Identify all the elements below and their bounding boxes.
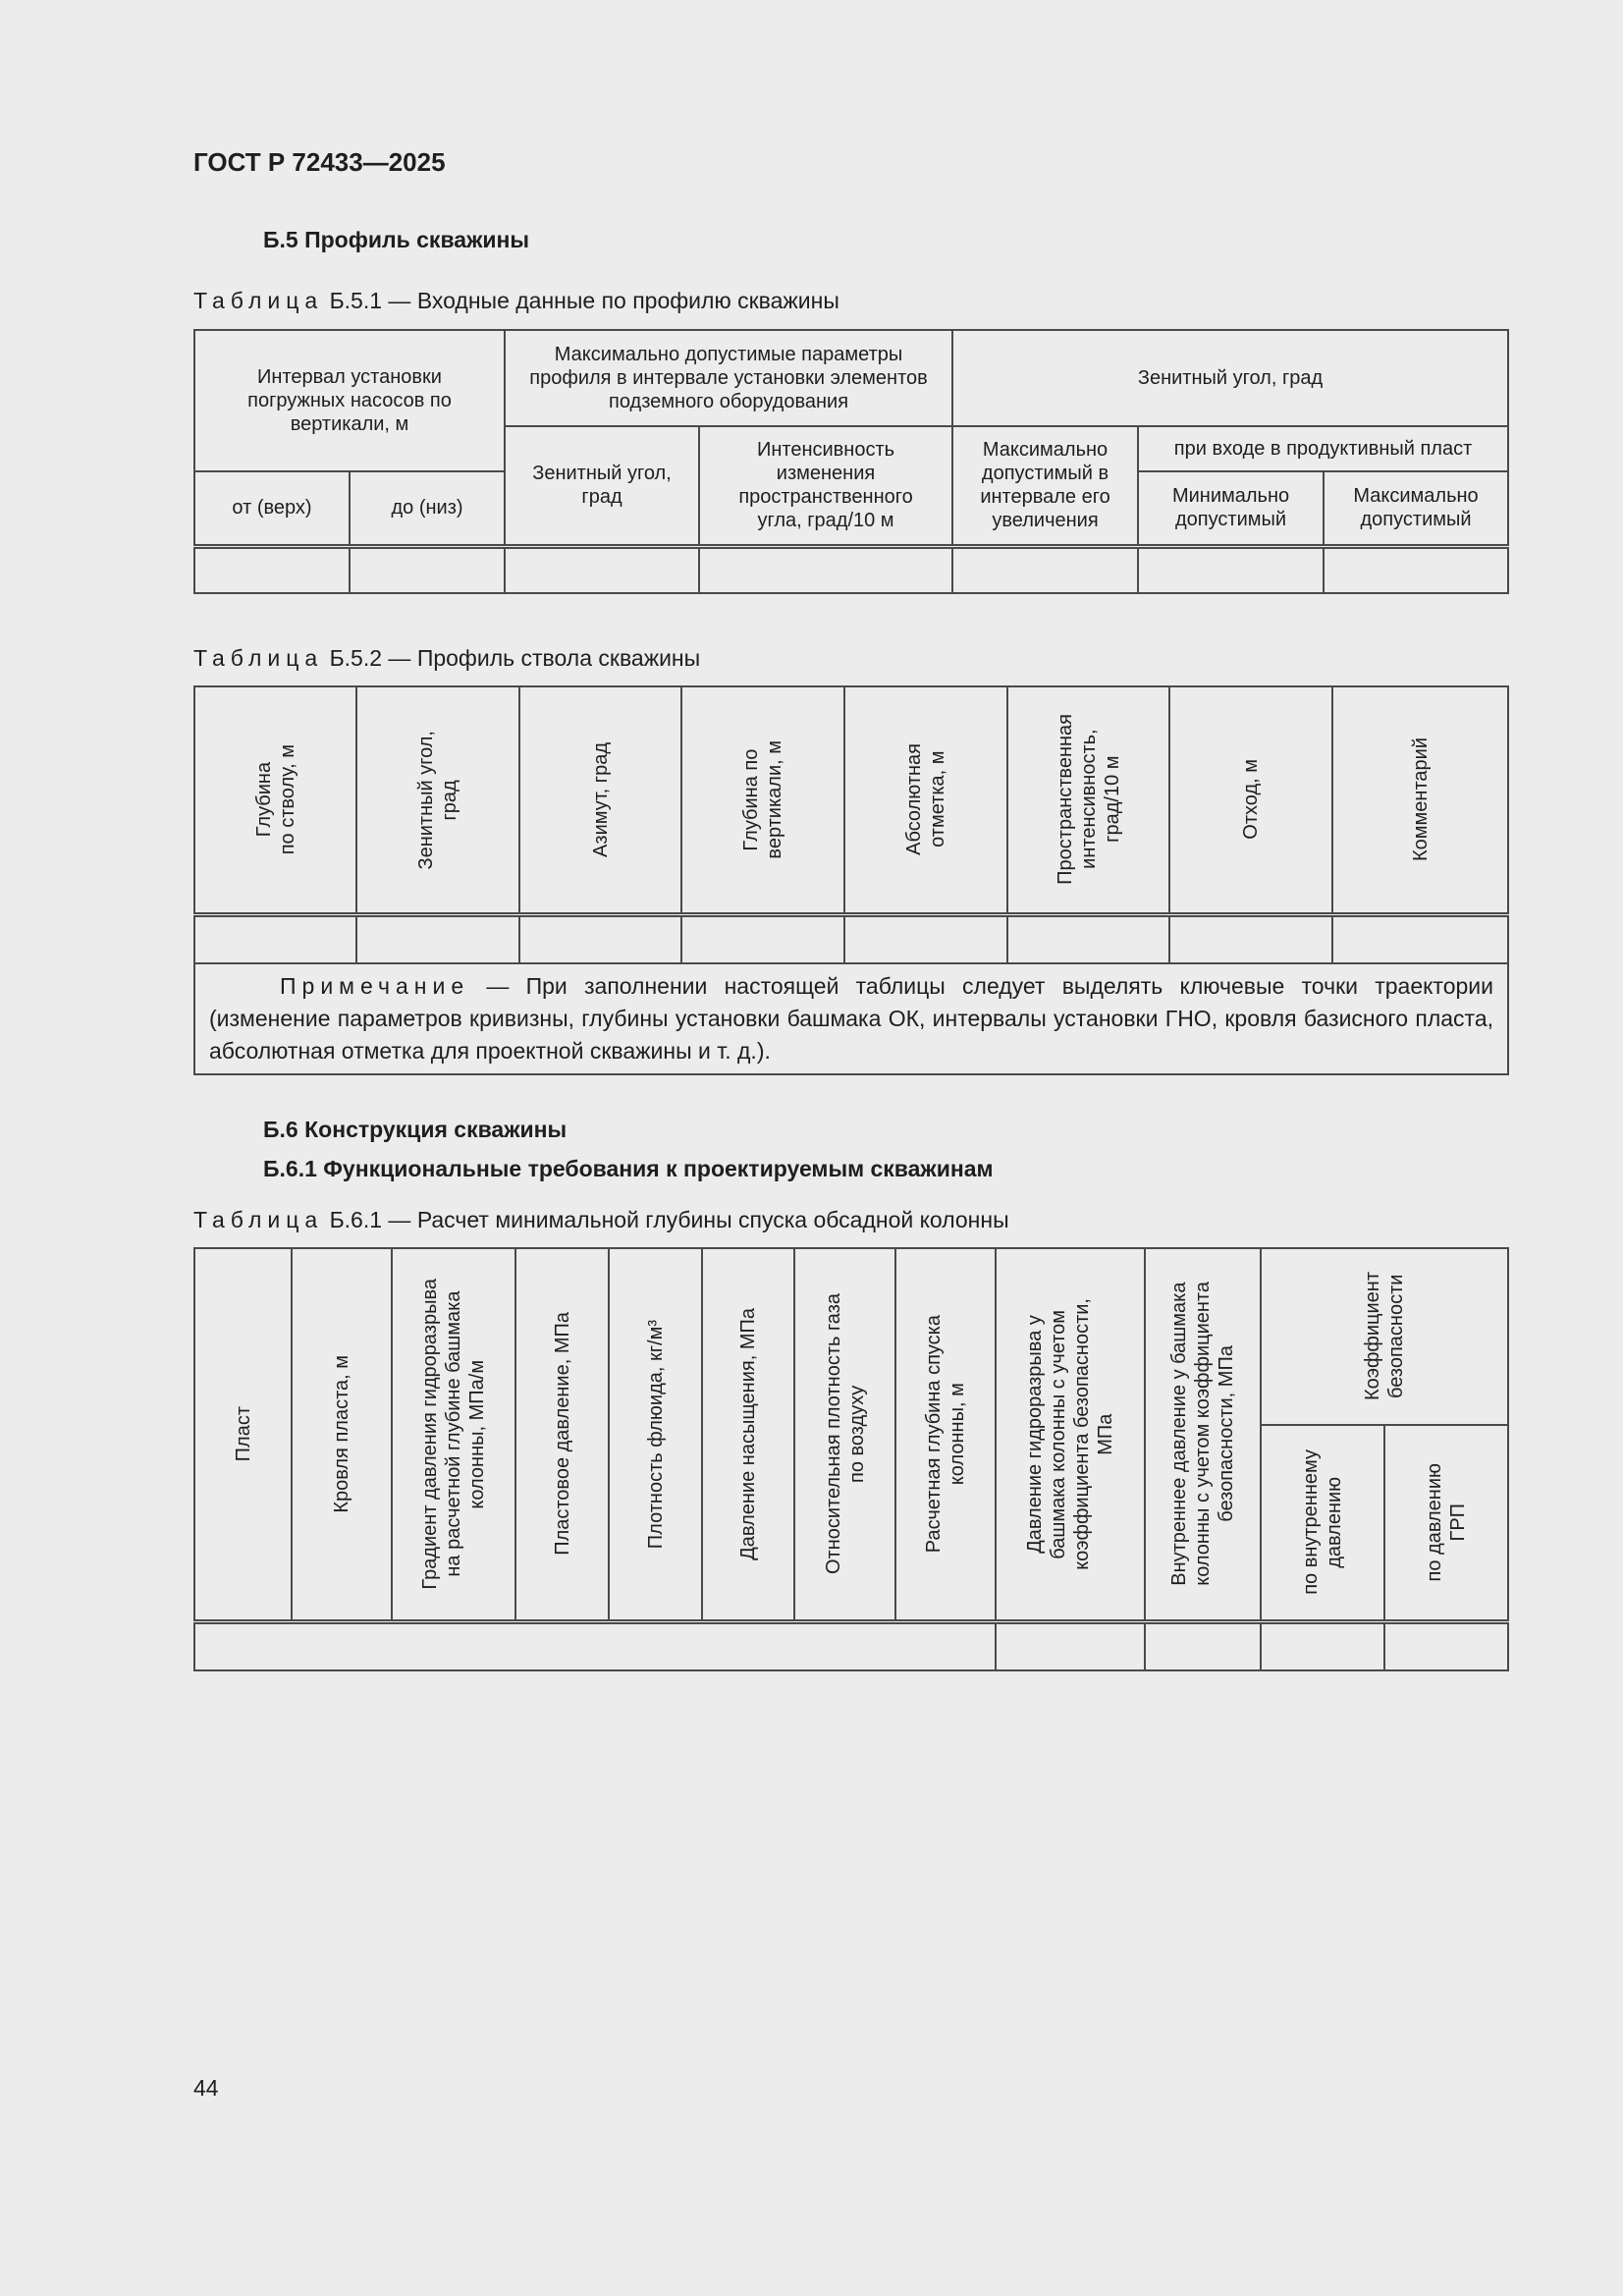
- column-header: Давление насыщения, МПа: [702, 1248, 794, 1621]
- column-header: Зенитный угол, град: [356, 686, 519, 914]
- table-cell: [1324, 546, 1508, 593]
- section-subtitle-b61: Б.6.1 Функциональные требования к проектируемым скважинам: [263, 1156, 994, 1181]
- caption-word: Таблица: [193, 288, 324, 313]
- caption-word: Таблица: [193, 1207, 324, 1232]
- column-header: по внутреннему давлению: [1261, 1425, 1384, 1621]
- table-cell: [952, 546, 1138, 593]
- page-number: 44: [193, 2075, 219, 2101]
- column-header: Пласт: [194, 1248, 292, 1621]
- section-title-b5: Б.5 Профиль скважины: [263, 227, 530, 252]
- column-header: Комментарий: [1332, 686, 1508, 914]
- table-cell: [1145, 1621, 1261, 1670]
- table-cell: [1332, 914, 1508, 963]
- table-cell: [1138, 546, 1324, 593]
- caption-text: Б.6.1 — Расчет минимальной глубины спуска обсадной колонны: [323, 1207, 1009, 1232]
- table-cell: [194, 914, 356, 963]
- header-max: Максимально допустимый: [1324, 471, 1508, 546]
- table-b51: [193, 329, 1509, 594]
- table-b52-caption: [193, 645, 700, 672]
- table-cell: [681, 914, 844, 963]
- header-from: от (верх): [194, 471, 350, 546]
- section-title-b6: Б.6 Конструкция скважины: [263, 1117, 568, 1142]
- table-cell: [350, 546, 505, 593]
- table-cell: [996, 1621, 1145, 1670]
- header-max-allowed: Максимально допустимый в интервале его увеличения: [952, 426, 1138, 546]
- table-cell: [194, 1621, 996, 1670]
- column-header: Градиент давления гидроразрыва на расчетной глубине башмака колонны, МПа/м: [392, 1248, 515, 1621]
- caption-text: Б.5.1 — Входные данные по профилю скважины: [323, 288, 839, 313]
- table-b51-caption: [193, 288, 839, 314]
- column-header: Внутреннее давление у башмака колонны с учетом коэффициента безопасности, МПа: [1145, 1248, 1261, 1621]
- column-header: Глубина по вертикали, м: [681, 686, 844, 914]
- table-cell: [519, 914, 681, 963]
- column-header: Плотность флюида, кг/м³: [609, 1248, 702, 1621]
- table-cell: [1169, 914, 1332, 963]
- column-header: Кровля пласта, м: [292, 1248, 392, 1621]
- note-word: Примечание: [280, 973, 470, 999]
- column-header: Пластовое давление, МПа: [515, 1248, 609, 1621]
- header-entry: при входе в продуктивный пласт: [1138, 426, 1508, 471]
- table-b52: [193, 685, 1509, 1075]
- note-text: — При заполнении настоящей таблицы следует выделять ключевые точки траектории (изменение параметров кривизны, глубины установки башмака ОК, интервалы установки ГНО, кровля базисного пласта, абсолютная отметка для проектной скважины и т. д.).: [209, 973, 1493, 1064]
- table-note: [194, 963, 1508, 1074]
- table-cell: [1261, 1621, 1384, 1670]
- table-cell: [1007, 914, 1169, 963]
- table-cell: [844, 914, 1007, 963]
- column-header: Отход, м: [1169, 686, 1332, 914]
- column-header: Давление гидроразрыва у башмака колонны с учетом коэффициента безопасности, МПа: [996, 1248, 1145, 1621]
- header-zenith: Зенитный угол, град: [505, 426, 699, 546]
- column-header: по давлению ГРП: [1384, 1425, 1508, 1621]
- column-header: Относительная плотность газа по воздуху: [794, 1248, 895, 1621]
- caption-word: Таблица: [193, 645, 324, 671]
- table-b61: [193, 1247, 1509, 1671]
- document-header: ГОСТ Р 72433—2025: [193, 147, 446, 177]
- header-zenith-group: Зенитный угол, град: [952, 330, 1508, 426]
- column-header: Глубина по стволу, м: [194, 686, 356, 914]
- table-cell: [699, 546, 952, 593]
- header-to: до (низ): [350, 471, 505, 546]
- table-cell: [505, 546, 699, 593]
- column-header: Расчетная глубина спуска колонны, м: [895, 1248, 996, 1621]
- safety-factor-group: Коэффициент безопасности: [1261, 1248, 1508, 1425]
- header-max-params: Максимально допустимые параметры профиля в интервале установки элементов подземного оборудования: [505, 330, 952, 426]
- table-b61-caption: [193, 1207, 1009, 1233]
- header-interval: Интервал установки погружных насосов по вертикали, м: [194, 330, 505, 471]
- header-min: Минимально допустимый: [1138, 471, 1324, 546]
- column-header: Пространственная интенсивность, град/10 м: [1007, 686, 1169, 914]
- column-header: Абсолютная отметка, м: [844, 686, 1007, 914]
- column-header: Азимут, град: [519, 686, 681, 914]
- table-cell: [356, 914, 519, 963]
- header-intensity: Интенсивность изменения пространственного угла, град/10 м: [699, 426, 952, 546]
- table-cell: [194, 546, 350, 593]
- caption-text: Б.5.2 — Профиль ствола скважины: [323, 645, 701, 671]
- table-cell: [1384, 1621, 1508, 1670]
